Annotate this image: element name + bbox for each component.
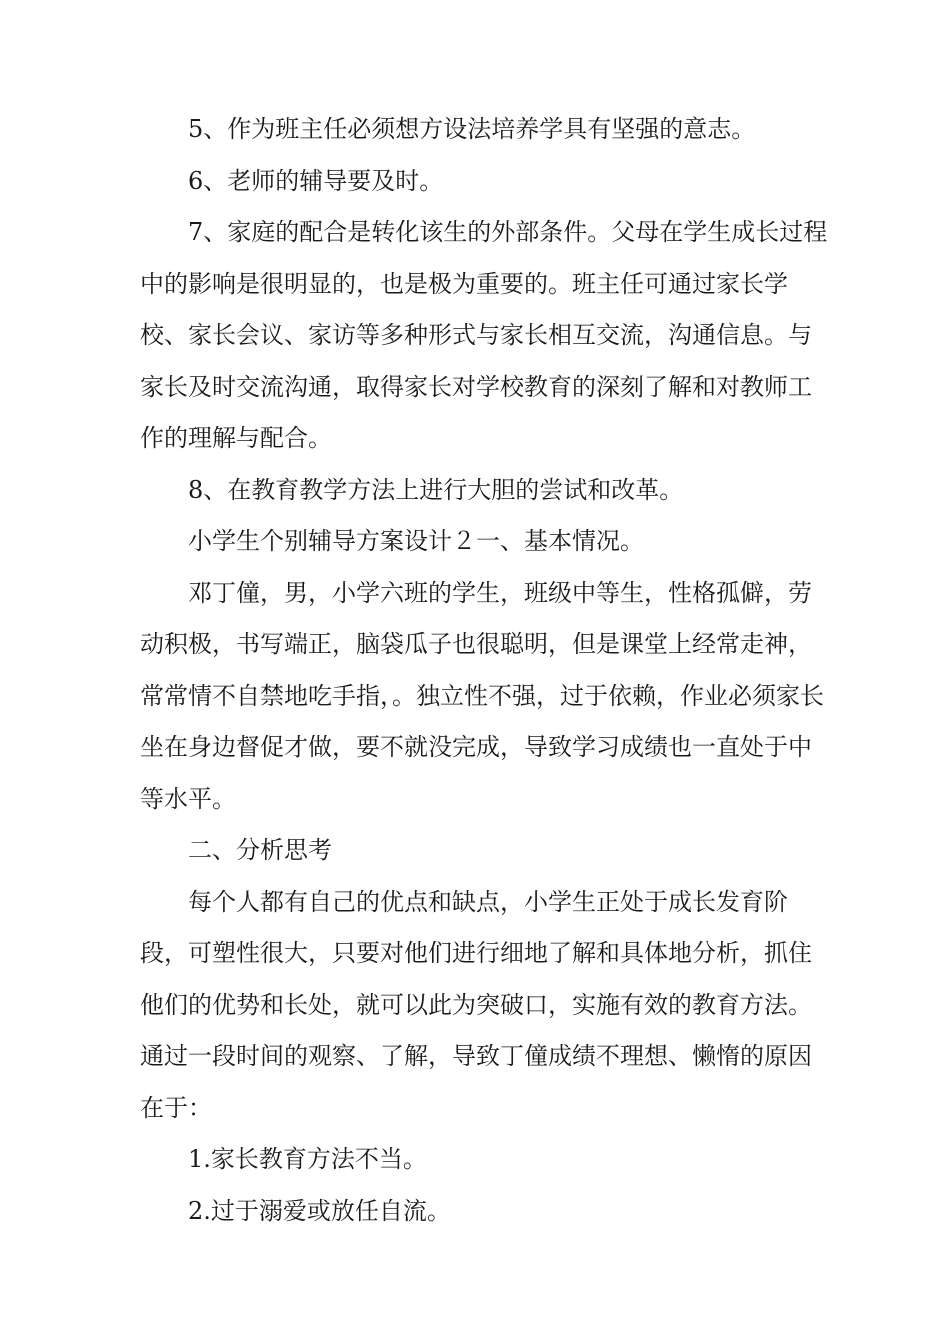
paragraph-item-6: 6、老师的辅导要及时。 [188, 166, 444, 195]
paragraph-item-5: 5、作为班主任必须想方设法培养学具有坚强的意志。 [188, 115, 756, 143]
document-body [140, 104, 830, 1237]
cause-item-1: 1.家长教育方法不当。 [188, 1145, 427, 1173]
cause-item-2: 2.过于溺爱或放任自流。 [188, 1196, 451, 1225]
paragraph-item-8: 8、在教育教学方法上进行大胆的尝试和改革。 [188, 475, 684, 504]
section-heading-plan-2: 小学生个别辅导方案设计２一、基本情况。 [188, 527, 644, 555]
student-description-paragraph: 邓丁僮，男，小学六班的学生，班级中等生，性格孤僻，劳动积极，书写端正，脑袋瓜子也很聪明，但是课堂上经常走神，常常情不自禁地吃手指，。独立性不强，过于依赖，作业必须家长坐在身边督促才做，要不就没完成，导致学习成绩也一直处于中等水平。 [140, 578, 824, 813]
paragraph-item-7: 7、家庭的配合是转化该生的外部条件。父母在学生成长过程中的影响是很明显的，也是极为重要的。班主任可通过家长学校、家长会议、家访等多种形式与家长相互交流，沟通信息。与家长及时交流沟通，取得家长对学校教育的深刻了解和对教师工作的理解与配合。 [140, 218, 828, 452]
section-heading-analysis: 二、分析思考 [188, 836, 332, 864]
analysis-paragraph: 每个人都有自己的优点和缺点，小学生正处于成长发育阶段，可塑性很大，只要对他们进行细地了解和具体地分析，抓住他们的优势和长处，就可以此为突破口，实施有效的教育方法。通过一段时间的观察、了解，导致丁僮成绩不理想、懒惰的原因在于： [140, 887, 812, 1122]
